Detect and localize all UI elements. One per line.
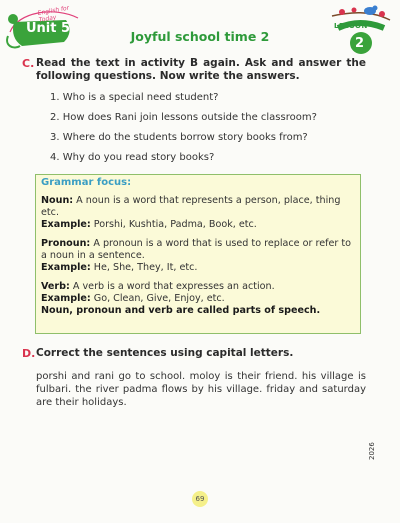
unit-badge <box>4 2 84 52</box>
section-c <box>22 57 366 171</box>
section-d-letter: D. <box>22 347 36 360</box>
noun-example <box>41 219 355 231</box>
noun-example-label: Example: <box>41 219 91 230</box>
section-d-instruction-block <box>22 347 366 360</box>
section-c-instruction-block <box>22 57 366 83</box>
pronoun-example-label: Example: <box>41 262 91 273</box>
question-item: 1. Who is a special need student? <box>50 92 219 103</box>
pronoun-text: A pronoun is a word that is used to replace or refer to a noun in a sentence. <box>41 238 352 261</box>
page-title: Joyful school time 2 <box>130 29 270 44</box>
verb-example <box>41 293 355 305</box>
noun-text: A noun is a word that represents a person, place, thing etc. <box>41 195 341 218</box>
question-list <box>50 91 366 164</box>
verb-definition <box>41 281 355 293</box>
series-tagline: English for Today <box>37 4 70 24</box>
section-d-paragraph: porshi and rani go to school. moloy is their friend. his village is fulbari. the river padma flows by his village. friday and saturday are their holidays. <box>36 371 366 408</box>
noun-label: Noun: <box>41 195 74 206</box>
noun-block <box>41 195 355 231</box>
section-d-instruction: Correct the sentences using capital letters. <box>36 347 294 359</box>
question-item: 2. How does Rani join lessons outside the classroom? <box>50 112 317 123</box>
summary-text: Noun, pronoun and verb are called parts of speech. <box>41 305 321 316</box>
side-code: 2026 <box>368 442 376 460</box>
page-number: 69 <box>192 491 208 507</box>
verb-example-label: Example: <box>41 293 91 304</box>
verb-block <box>41 281 355 317</box>
section-c-letter: C. <box>22 57 35 70</box>
unit-label: Unit 5 <box>26 21 71 36</box>
parts-of-speech-summary <box>41 305 355 317</box>
lesson-label: LESSON <box>334 22 368 30</box>
pronoun-definition <box>41 238 355 262</box>
question-item: 4. Why do you read story books? <box>50 152 215 163</box>
verb-example-text: Go, Clean, Give, Enjoy, etc. <box>90 293 225 304</box>
question-item: 3. Where do the students borrow story books from? <box>50 132 308 143</box>
grammar-focus-title: Grammar focus: <box>41 177 132 188</box>
section-d <box>22 347 366 409</box>
pronoun-label: Pronoun: <box>41 238 91 249</box>
verb-text: A verb is a word that expresses an action. <box>69 281 275 292</box>
noun-definition <box>41 195 355 219</box>
lesson-badge <box>330 2 392 56</box>
section-c-instruction: Read the text in activity B again. Ask and answer the following questions. Now write the answers. <box>36 57 366 82</box>
pronoun-example-text: He, She, They, It, etc. <box>90 262 198 273</box>
pronoun-block <box>41 238 355 274</box>
verb-label: Verb: <box>41 281 70 292</box>
lesson-number: 2 <box>355 36 365 51</box>
pronoun-example <box>41 262 355 274</box>
noun-example-text: Porshi, Kushtia, Padma, Book, etc. <box>90 219 257 230</box>
grammar-focus-box <box>35 174 361 334</box>
